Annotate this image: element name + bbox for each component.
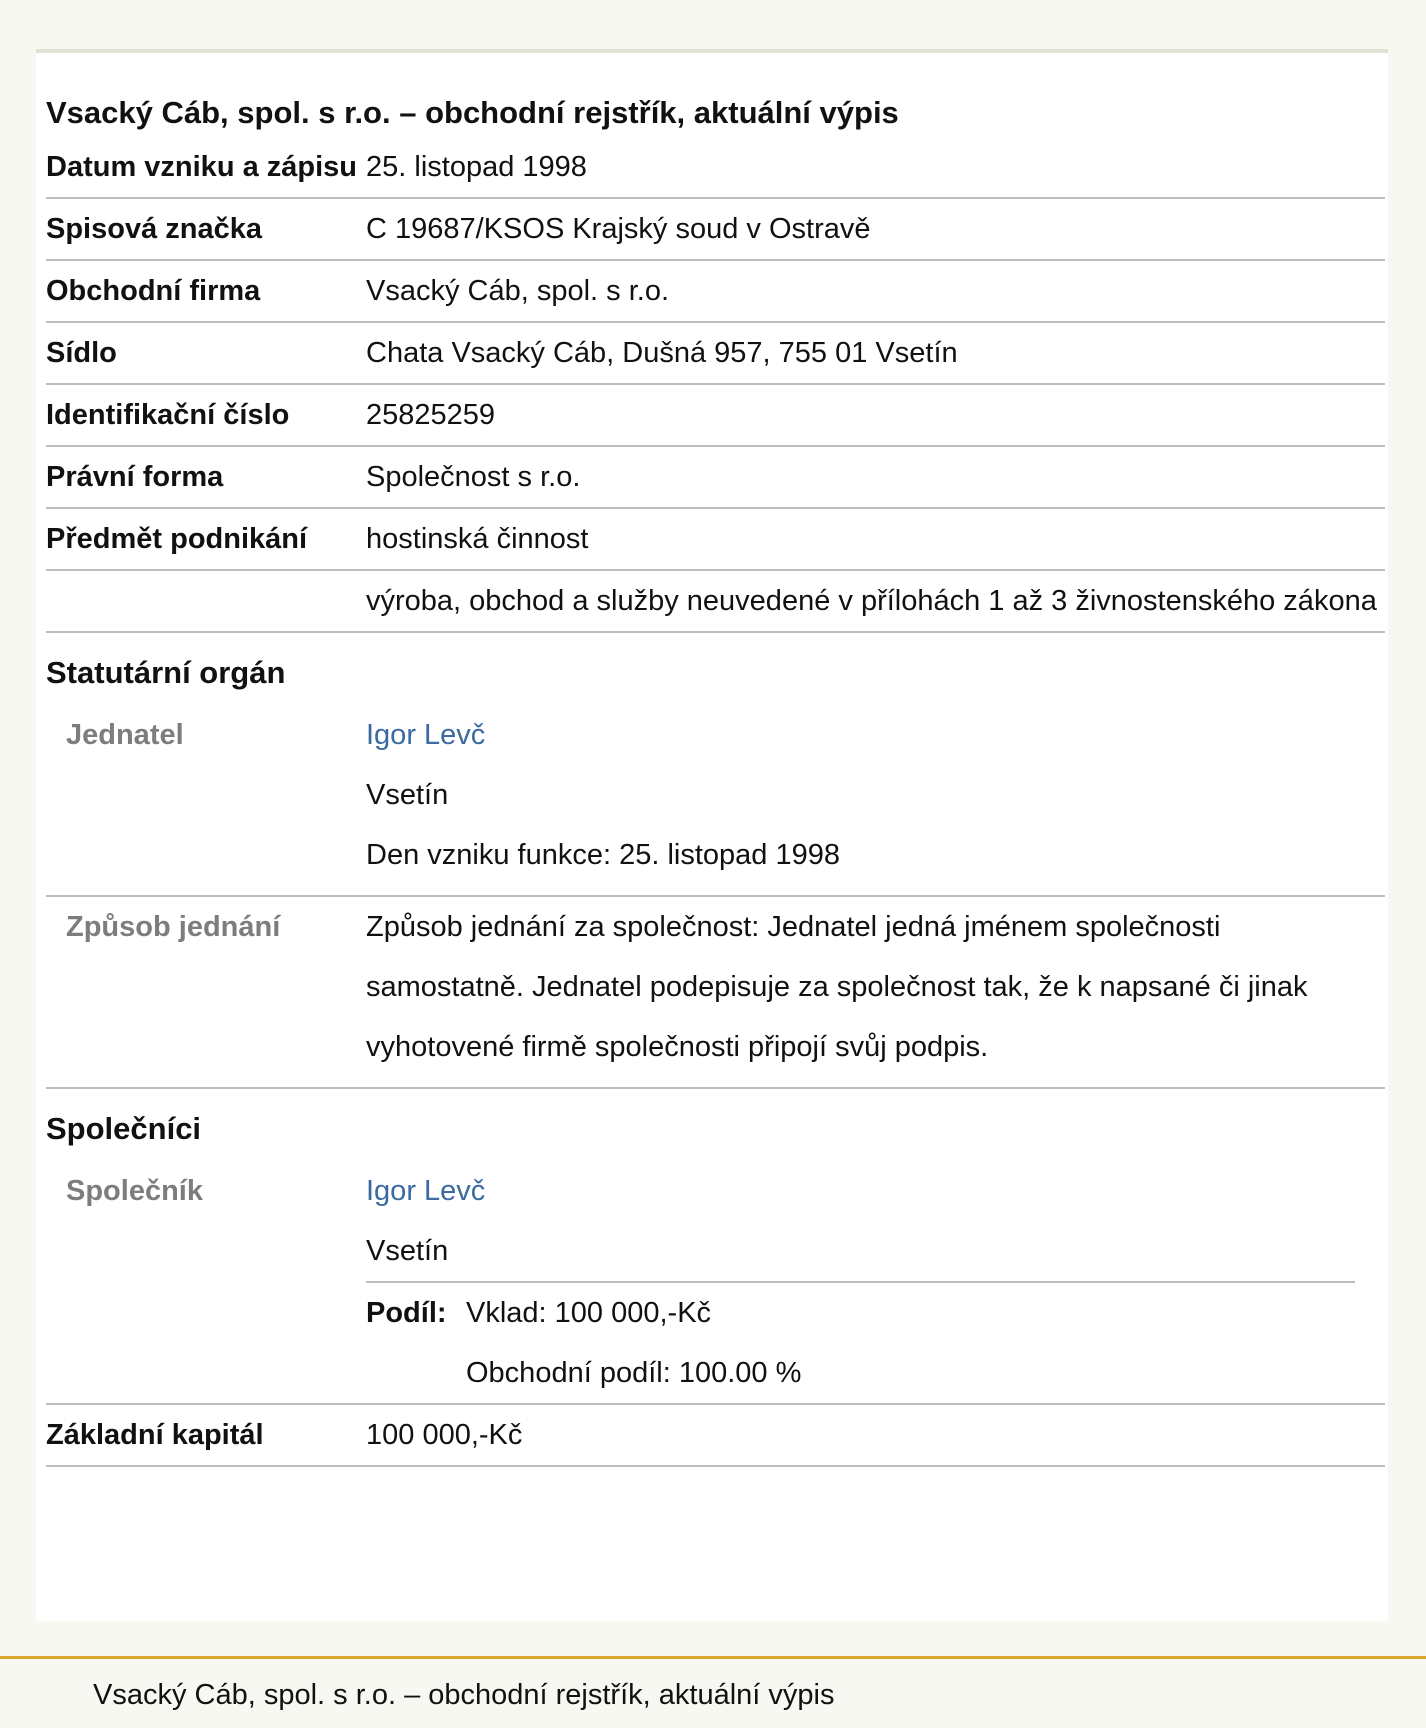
info-row-obchodni-firma [46, 261, 1385, 323]
register-card [36, 49, 1388, 1621]
row-value: hostinská činnost [366, 523, 589, 555]
section-title-spolecnici: Společníci [46, 1111, 202, 1146]
row-value: C 19687/KSOS Krajský soud v Ostravě [366, 213, 871, 245]
info-row-pravni-forma [46, 447, 1385, 509]
info-row-zakladni-kapital [46, 1405, 1385, 1467]
sub-row-zpusob-jednani [46, 897, 1385, 1089]
row-value: Společnost s r.o. [366, 461, 581, 493]
row-label: Právní forma [46, 461, 224, 493]
sub-row-value [366, 705, 1385, 885]
row-value: 25825259 [366, 399, 496, 431]
podil-block [366, 1281, 1355, 1403]
row-label: Datum vzniku a zápisu [46, 151, 358, 183]
info-row-spisova-znacka [46, 199, 1385, 261]
sub-row-value [366, 1161, 1385, 1403]
row-label: Identifikační číslo [46, 399, 290, 431]
row-label: Předmět podnikání [46, 523, 308, 555]
info-row-datum [46, 137, 1385, 199]
function-since: Den vzniku funkce: 25. listopad 1998 [366, 839, 840, 871]
row-value: 25. listopad 1998 [366, 151, 587, 183]
register-content [46, 93, 1385, 1467]
row-label: Sídlo [46, 337, 117, 369]
footer-bar [0, 1656, 1426, 1728]
sub-row-spolecnik [46, 1161, 1385, 1405]
row-label: Základní kapitál [46, 1419, 264, 1451]
sub-row-jednatel [46, 705, 1385, 897]
row-label [46, 571, 366, 631]
person-link[interactable]: Igor Levč [366, 1175, 486, 1207]
podil-label: Podíl: [366, 1297, 447, 1329]
row-label: Obchodní firma [46, 275, 261, 307]
info-row-predmet-podnikani [46, 509, 1385, 571]
sub-row-label: Způsob jednání [66, 911, 281, 943]
info-row-sidlo [46, 323, 1385, 385]
vklad-value: Vklad: 100 000,-Kč [466, 1297, 712, 1329]
person-city: Vsetín [366, 779, 449, 811]
person-city: Vsetín [366, 1235, 449, 1267]
sub-row-value: Způsob jednání za společnost: Jednatel jedná jménem společnosti samostatně. Jednatel podepisuje za společnost tak, že k napsané či jinak vyhotovené firmě společnosti připojí svůj podpis. [366, 911, 1308, 1063]
page-title: Vsacký Cáb, spol. s r.o. – obchodní rejstřík, aktuální výpis [46, 95, 899, 130]
sub-row-label: Jednatel [66, 719, 184, 751]
row-label: Spisová značka [46, 213, 262, 245]
row-value: výroba, obchod a služby neuvedené v přílohách 1 až 3 živnostenského zákona [366, 585, 1377, 617]
sub-row-label: Společník [66, 1175, 203, 1207]
info-row-predmet-podnikani-2 [46, 571, 1385, 633]
podil-values [466, 1283, 801, 1403]
section-title-statutarni: Statutární orgán [46, 655, 286, 690]
obchodni-podil-value: Obchodní podíl: 100.00 % [466, 1357, 802, 1389]
footer-title: Vsacký Cáb, spol. s r.o. – obchodní rejstřík, aktuální výpis [93, 1679, 835, 1711]
row-value: Vsacký Cáb, spol. s r.o. [366, 275, 670, 307]
info-row-ico [46, 385, 1385, 447]
row-value: Chata Vsacký Cáb, Dušná 957, 755 01 Vsetín [366, 337, 958, 369]
row-value: 100 000,-Kč [366, 1419, 523, 1451]
person-link[interactable]: Igor Levč [366, 719, 486, 751]
